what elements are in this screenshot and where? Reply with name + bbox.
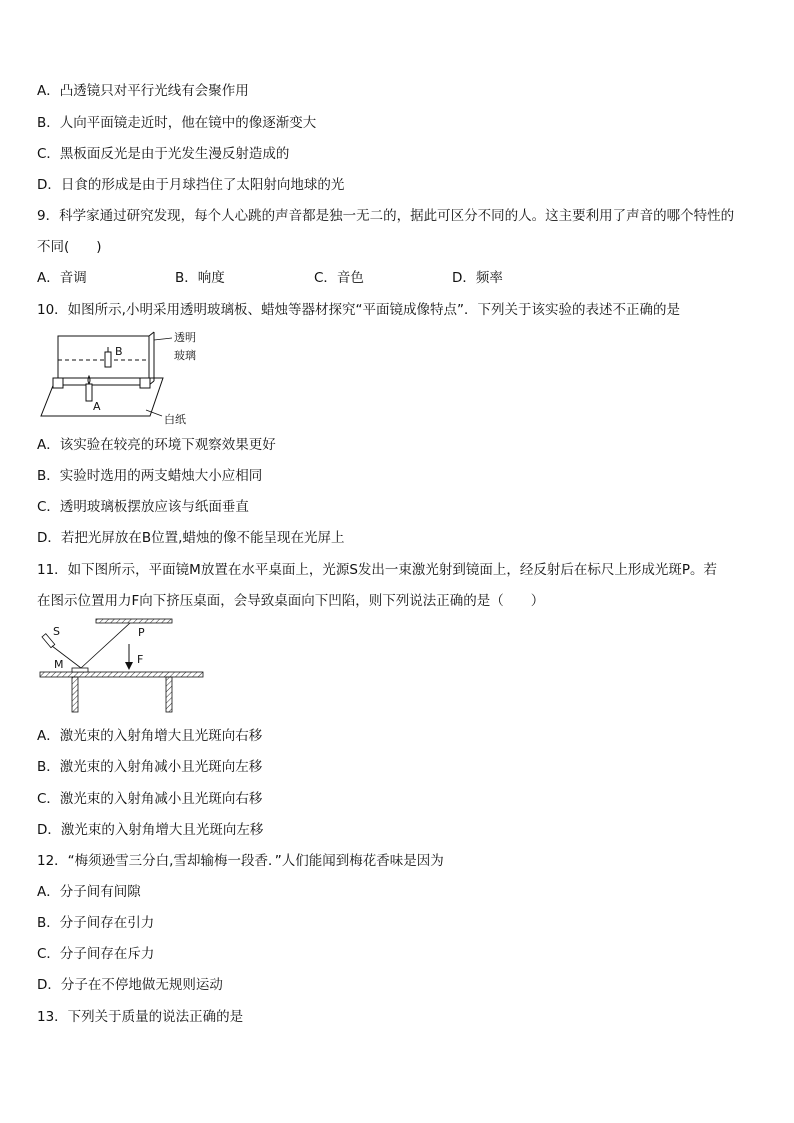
q8-option-a: A．凸透镜只对平行光线有会聚作用: [37, 83, 249, 99]
q10-figure-mirror-setup: [38, 328, 198, 428]
candle-a-icon: [86, 384, 92, 401]
q13-stem: 13．下列关于质量的说法正确的是: [37, 1009, 244, 1025]
ruler-shape: [96, 619, 172, 623]
glass-label-line2: 玻璃: [174, 349, 196, 362]
q9-option-a: A．音调: [37, 270, 87, 286]
mirror-m-shape: [72, 668, 88, 672]
q9-stem-line1: 9．科学家通过研究发现，每个人心跳的声音都是独一无二的，据此可区分不同的人。这主要利用了声音的哪个特性的: [37, 208, 735, 224]
q8-option-c: C．黑板面反光是由于光发生漫反射造成的: [37, 146, 290, 162]
paper-label: 白纸: [164, 413, 186, 426]
label-s: S: [53, 625, 60, 638]
q12-option-d: D．分子在不停地做无规则运动: [37, 977, 223, 993]
label-f: F: [137, 653, 144, 666]
q10-option-b: B．实验时选用的两支蜡烛大小应相同: [37, 468, 263, 484]
glass-label-line1: 透明: [174, 331, 196, 344]
q12-option-b: B．分子间存在引力: [37, 915, 155, 931]
q10-option-d: D．若把光屏放在B位置,蜡烛的像不能呈现在光屏上: [37, 530, 345, 546]
table-top-shape: [40, 672, 203, 677]
candle-b-icon: [105, 352, 111, 367]
q9-option-d: D．频率: [452, 270, 503, 286]
q9-option-c: C．音色: [314, 270, 364, 286]
q11-option-b: B．激光束的入射角减小且光斑向左移: [37, 759, 263, 775]
q11-stem-line1: 11．如下图所示，平面镜M放置在水平桌面上，光源S发出一束激光射到镜面上，经反射后在标尺上形成光斑P。若: [37, 562, 718, 578]
q12-stem: 12．“梅须逊雪三分白,雪却输梅一段香．”人们能闻到梅花香味是因为: [37, 853, 444, 869]
q11-stem-line2: 在图示位置用力F向下挤压桌面，会导致桌面向下凹陷，则下列说法正确的是（ ）: [37, 593, 545, 609]
label-m: M: [54, 658, 64, 671]
q12-option-a: A．分子间有间隙: [37, 884, 141, 900]
q11-option-d: D．激光束的入射角增大且光斑向左移: [37, 822, 264, 838]
q11-option-a: A．激光束的入射角增大且光斑向右移: [37, 728, 263, 744]
q9-stem-line2: 不同( ): [37, 239, 102, 255]
q10-option-c: C．透明玻璃板摆放应该与纸面垂直: [37, 499, 249, 515]
q9-option-b: B．响度: [175, 270, 225, 286]
q8-option-d: D．日食的形成是由于月球挡住了太阳射向地球的光: [37, 177, 345, 193]
candle-b-label: B: [115, 345, 123, 358]
label-p: P: [138, 626, 145, 639]
q11-figure-laser-table: [38, 616, 208, 716]
q12-option-c: C．分子间存在斥力: [37, 946, 155, 962]
q8-option-b: B．人向平面镜走近时，他在镜中的像逐渐变大: [37, 115, 317, 131]
q10-stem: 10．如图所示,小明采用透明玻璃板、蜡烛等器材探究“平面镜成像特点”．下列关于该实验的表述不正确的是: [37, 302, 680, 318]
candle-a-label: A: [93, 400, 101, 413]
q11-option-c: C．激光束的入射角减小且光斑向右移: [37, 791, 263, 807]
q10-option-a: A．该实验在较亮的环境下观察效果更好: [37, 437, 276, 453]
